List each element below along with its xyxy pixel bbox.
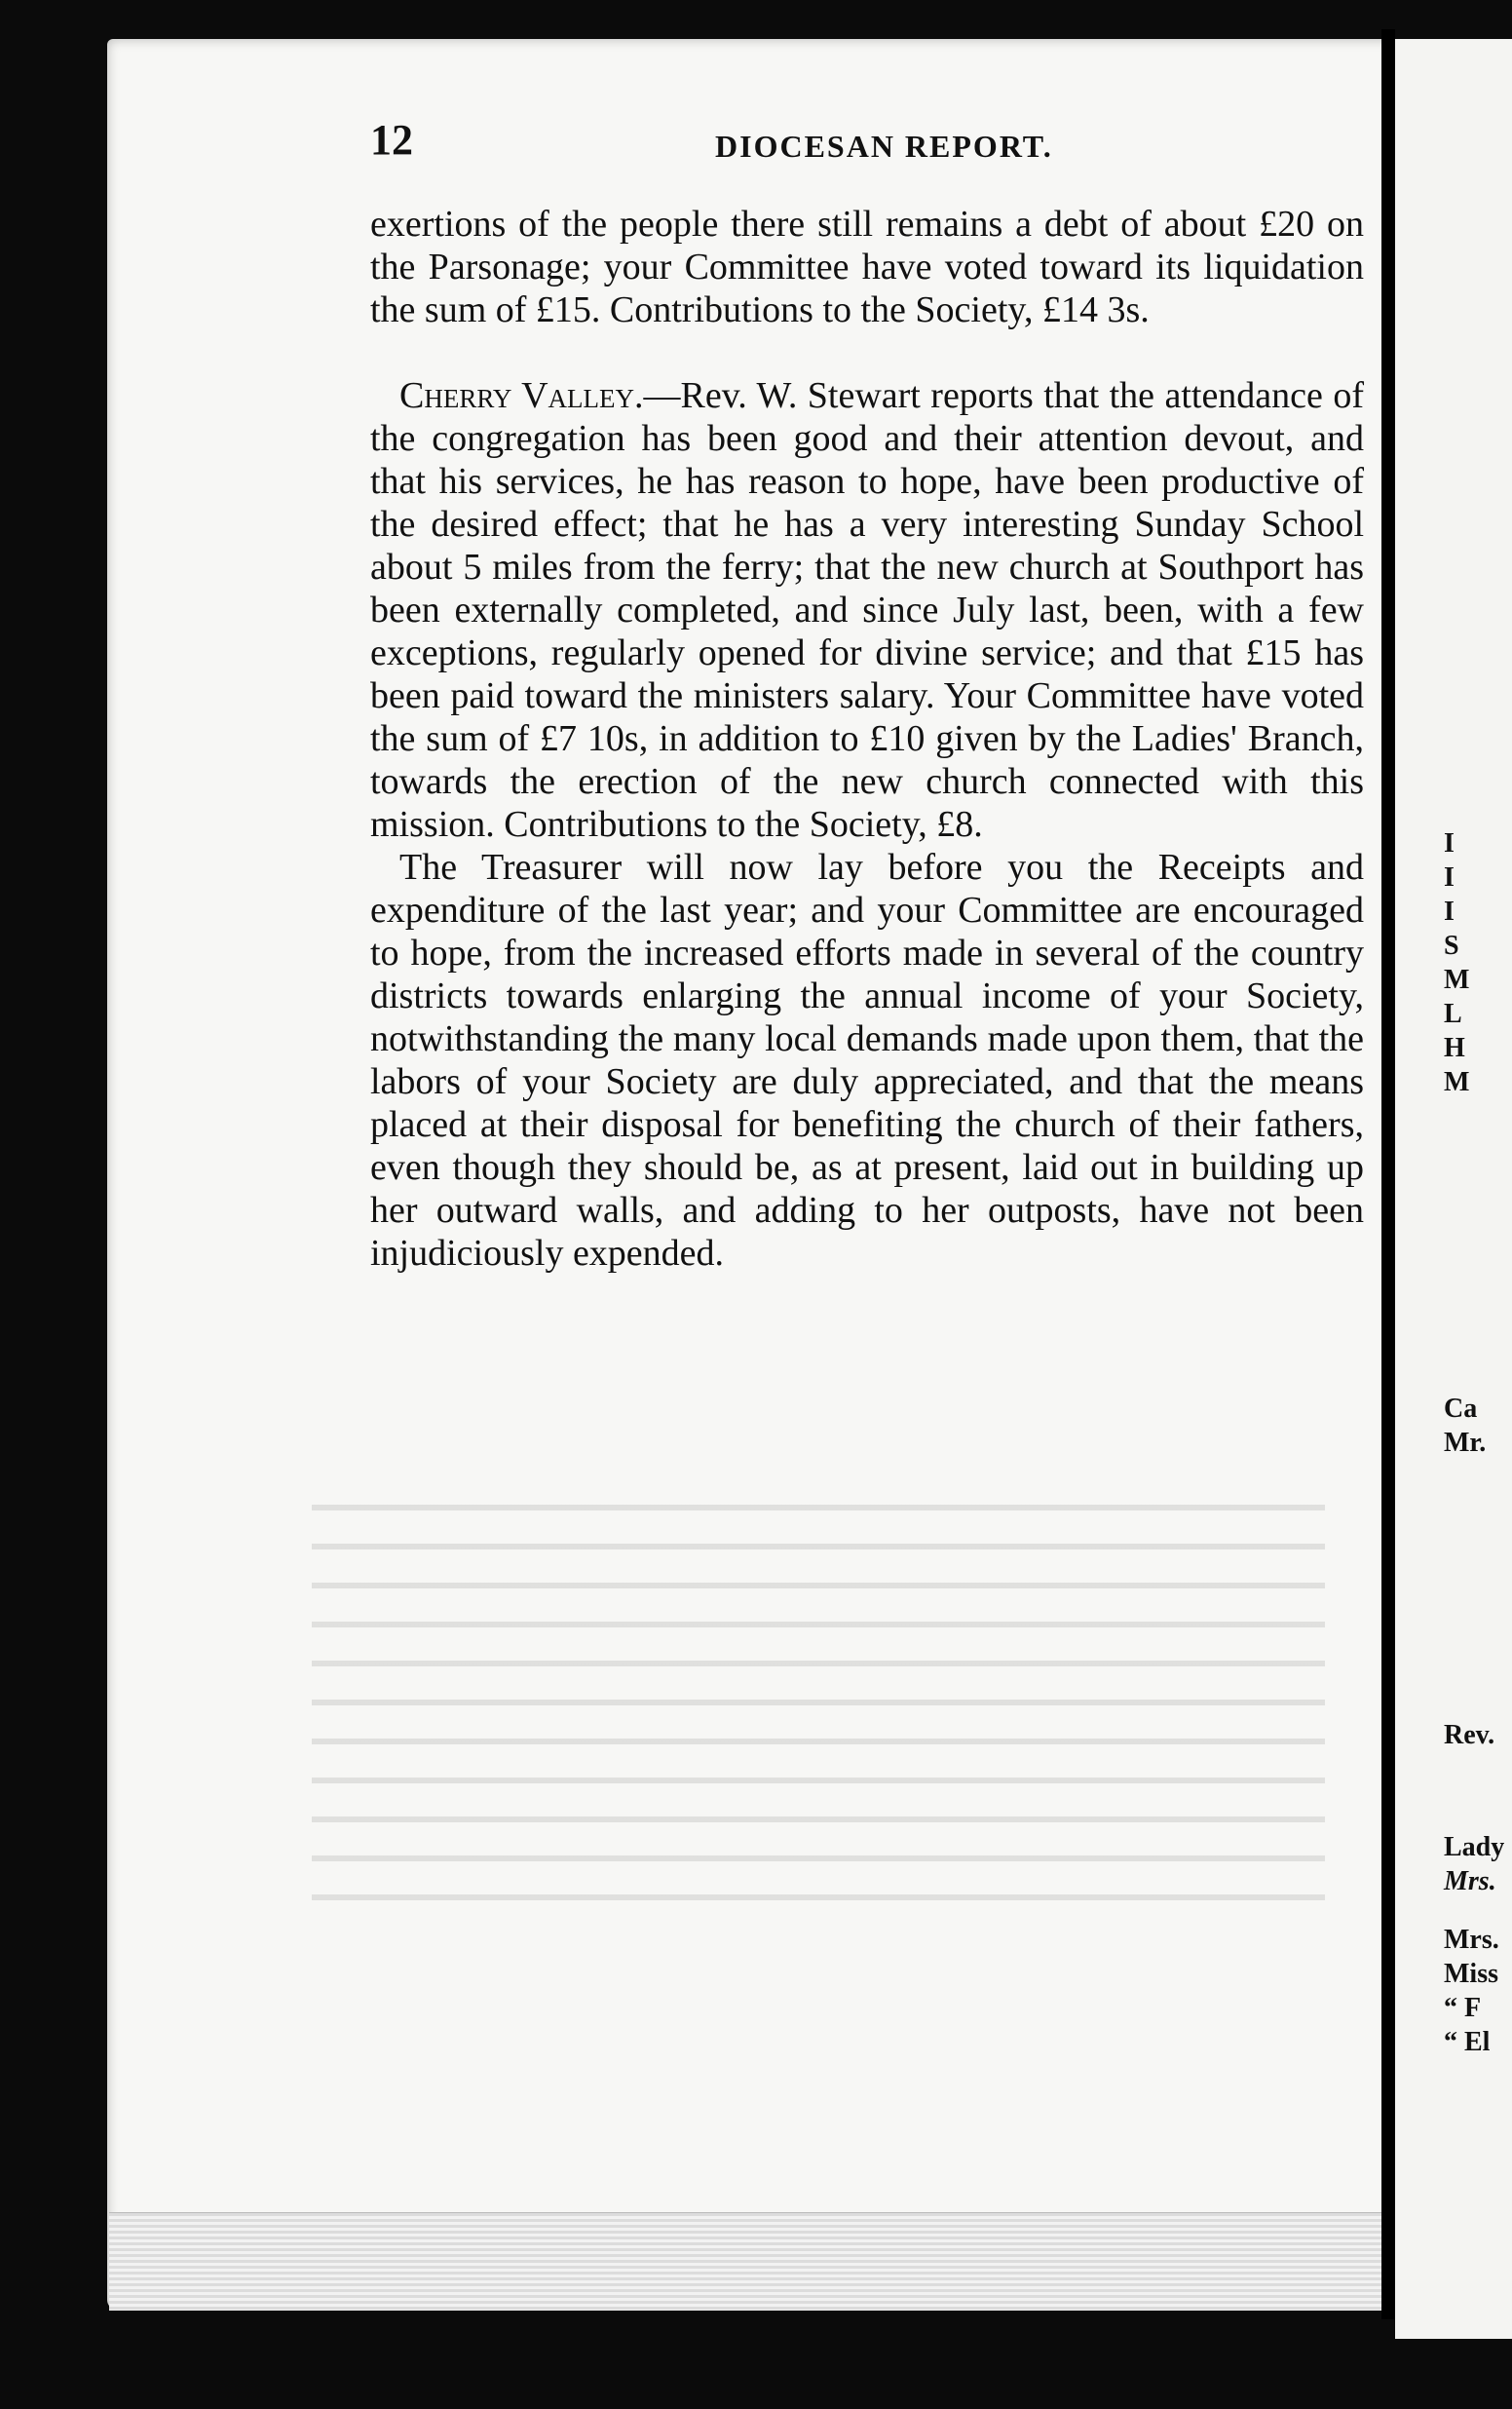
adjacent-fragment: H <box>1444 1033 1465 1063</box>
paragraph-continuation: exertions of the people there still remains a debt of about £20 on the Parsonage; your Committee have voted toward its liquidation the sum of £15. Contributions to the Society, £14 3s. <box>370 204 1364 330</box>
adjacent-fragment: S <box>1444 931 1459 961</box>
book-gutter <box>1381 29 1395 2319</box>
adjacent-fragment: Miss <box>1444 1959 1498 1989</box>
adjacent-fragment: I <box>1444 897 1455 927</box>
page-number: 12 <box>370 116 413 164</box>
adjacent-fragment: Mr. <box>1444 1428 1487 1458</box>
adjacent-fragment: M <box>1444 965 1470 995</box>
paragraph-cherry-valley-text: Rev. W. Stewart reports that the attendance of the congregation has been good and their attention devout, and that his services, he has reason to hope, have been productive of the desired effect; that he has a very interesting Sunday School about 5 miles from the ferry; that the new church at Southport has been externally completed, and since July last, been, with a few exceptions, regularly opened for divine service; and that £15 has been paid toward the ministers salary. Your Committee have voted the sum of £7 10s, in addition to £10 given by the Ladies' Branch, towards the erection of the new church connected with this mission. Contributions to the Society, £8. <box>370 375 1364 845</box>
page-edge <box>109 2212 1393 2311</box>
adjacent-fragment: I <box>1444 828 1455 859</box>
adjacent-fragment: Rev. <box>1444 1720 1495 1750</box>
page-body <box>370 203 1364 1275</box>
adjacent-fragment: Lady <box>1444 1832 1505 1862</box>
adjacent-fragment: Mrs. <box>1444 1866 1496 1896</box>
section-heading: Cherry Valley.— <box>399 375 681 416</box>
adjacent-fragment: “ El <box>1444 2027 1491 2057</box>
adjacent-fragment: I <box>1444 862 1455 893</box>
adjacent-page-strip <box>1395 39 1512 2339</box>
adjacent-fragment: L <box>1444 999 1462 1029</box>
adjacent-fragment: Ca <box>1444 1394 1478 1424</box>
bleed-through-text <box>312 1472 1325 1910</box>
paragraph-cherry-valley <box>370 374 1364 846</box>
adjacent-fragment: Mrs. <box>1444 1925 1499 1955</box>
adjacent-fragment: M <box>1444 1067 1470 1097</box>
paragraph-treasurer: The Treasurer will now lay before you the Receipts and expenditure of the last year; and your Committee are encouraged to hope, from the increased efforts made in several of the country districts towards enlarging the annual income of your Society, notwithstanding the many local demands made upon them, that the labors of your Society are duly appreciated, and that the means placed at their disposal for benefiting the church of their fathers, even though they should be, as at present, laid out in building up her outward walls, and adding to her outposts, have not been injudiciously expended. <box>370 847 1364 1274</box>
running-head: DIOCESAN REPORT. <box>715 129 1053 164</box>
page-header <box>360 115 1296 173</box>
adjacent-fragment: “ F <box>1444 1993 1482 2023</box>
